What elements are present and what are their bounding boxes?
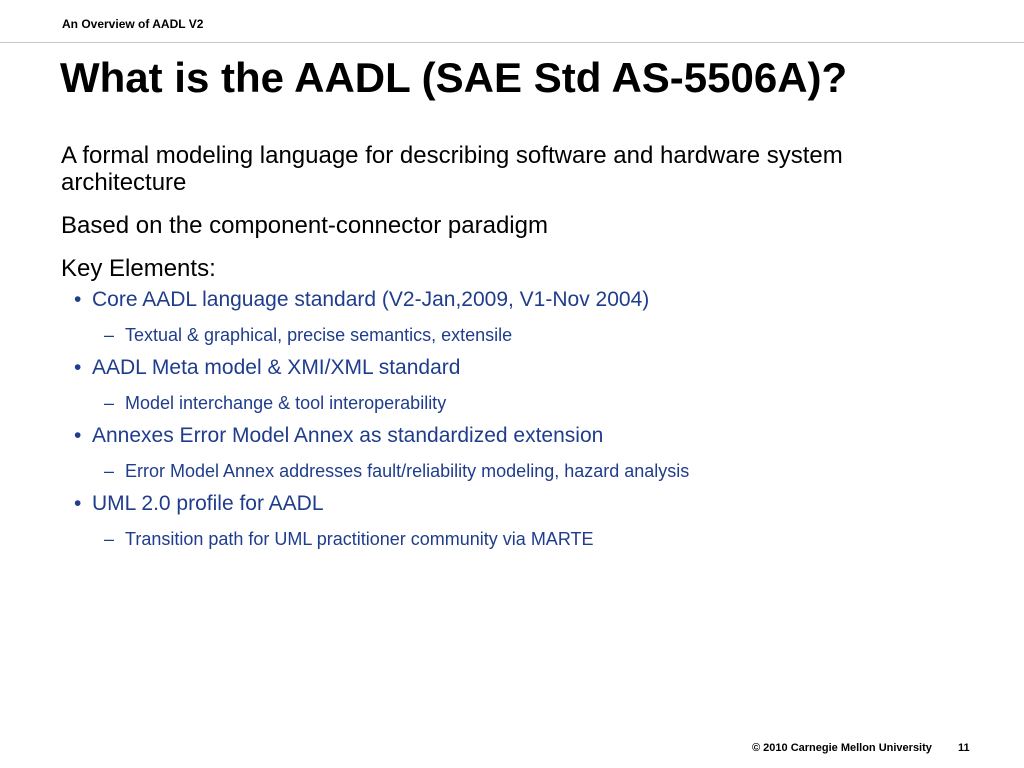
bullet-text: AADL Meta model & XMI/XML standard <box>92 356 461 379</box>
sub-bullet-text: Textual & graphical, precise semantics, extensile <box>125 325 513 345</box>
bullet-item <box>61 285 961 315</box>
dash-icon: – <box>104 393 115 413</box>
list-item <box>61 421 961 483</box>
bullet-text: UML 2.0 profile for AADL <box>92 492 324 515</box>
list-item <box>61 285 961 347</box>
bullet-item <box>61 421 961 451</box>
list-item <box>61 489 961 551</box>
bullet-dot-icon: • <box>74 288 82 311</box>
paragraph-definition: A formal modeling language for describing software and hardware system architecture <box>61 142 843 196</box>
sub-bullet-text: Model interchange & tool interoperability <box>125 393 447 413</box>
header-divider <box>0 42 1024 43</box>
bullet-text: Core AADL language standard (V2-Jan,2009, V1-Nov 2004) <box>92 288 650 311</box>
paragraph-key-elements: Key Elements: <box>61 255 216 282</box>
page-number: 11 <box>958 742 970 754</box>
sub-bullet-text: Transition path for UML practitioner community via MARTE <box>125 529 594 549</box>
sub-bullet-item <box>61 459 961 483</box>
bullet-dot-icon: • <box>74 492 82 515</box>
bullet-item <box>61 353 961 383</box>
sub-bullet-item <box>61 527 961 551</box>
sub-bullet-item <box>61 391 961 415</box>
bullet-item <box>61 489 961 519</box>
footer-copyright: © 2010 Carnegie Mellon University <box>752 742 932 754</box>
dash-icon: – <box>104 325 115 345</box>
bullet-dot-icon: • <box>74 356 82 379</box>
dash-icon: – <box>104 461 115 481</box>
bullet-dot-icon: • <box>74 424 82 447</box>
slide-content <box>61 142 961 557</box>
header-label: An Overview of AADL V2 <box>62 17 204 31</box>
bullet-text: Annexes Error Model Annex as standardized extension <box>92 424 604 447</box>
slide-title: What is the AADL (SAE Std AS-5506A)? <box>60 54 848 101</box>
paragraph-paradigm: Based on the component-connector paradigm <box>61 212 548 239</box>
key-elements-list <box>61 285 961 551</box>
sub-bullet-text: Error Model Annex addresses fault/reliability modeling, hazard analysis <box>125 461 690 481</box>
list-item <box>61 353 961 415</box>
dash-icon: – <box>104 529 115 549</box>
sub-bullet-item <box>61 323 961 347</box>
